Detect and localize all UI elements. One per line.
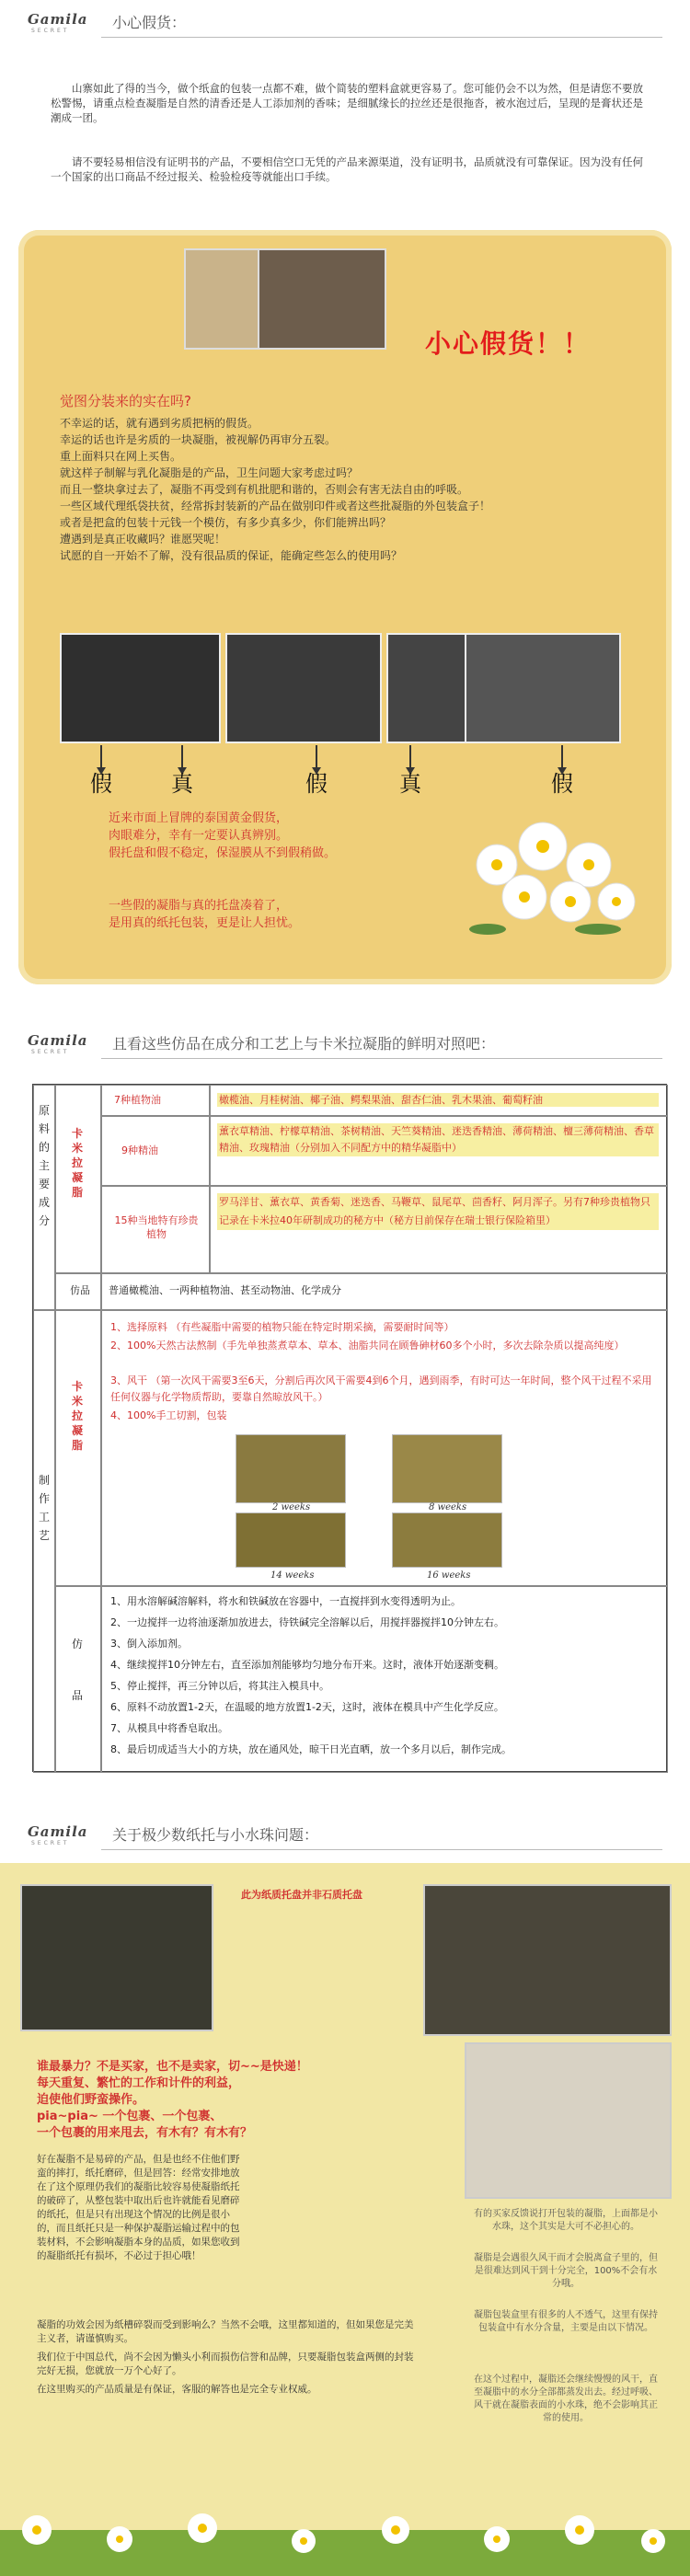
fake-ingredients: 普通橄榄油、一两种植物油、甚至动物油、化学成分 <box>109 1284 341 1296</box>
brand-label: 卡米拉凝脂 <box>71 1380 83 1452</box>
group-label-ingredients: 原料的主要成分 <box>38 1104 50 1227</box>
tray-photo <box>465 633 621 743</box>
body-line: 试愿的自一开始不了解，没有很品质的保证，能确定些怎么的使用吗？ <box>60 549 403 562</box>
drying-photo <box>236 1512 346 1568</box>
body-line: 而且一整块拿过去了，凝脂不再受到有机批肥和谐的，否则会有害无法自由的呼吸。 <box>60 483 469 496</box>
body-line: 遭遇到是真正收藏吗？谁愿哭呢！ <box>60 533 226 546</box>
courier-text: pia~pia~ 一个包裹、一个包裹、 <box>37 2110 223 2123</box>
red-note: 一些假的凝脂与真的托盘凑着了， <box>109 899 289 913</box>
brand-logo: Gamila <box>28 1032 88 1049</box>
section-title: 小心假货： <box>112 14 187 31</box>
soap-photo <box>423 1884 672 2036</box>
flower-illustration <box>460 810 653 948</box>
drying-label: 8 weeks <box>429 1502 467 1512</box>
fake-label: 仿品 <box>71 1638 83 1702</box>
row-value-text: 橄榄油、月桂树油、椰子油、鳄梨果油、甜杏仁油、乳木果油、葡萄籽油 <box>217 1093 659 1107</box>
label-genuine: 真 <box>171 771 193 797</box>
fake-process-step: 2、一边搅拌一边将油逐渐加放进去，待铁碱完全溶解以后，用搅拌器搅拌10分钟左右。 <box>110 1616 504 1628</box>
drying-photo <box>392 1512 502 1568</box>
explanation: 在这里购买的产品质量是有保证，客服的解答也是完全专业权威。 <box>37 2384 317 2395</box>
fake-process-step: 3、倒入添加剂。 <box>110 1638 188 1650</box>
drying-label: 16 weeks <box>427 1570 471 1581</box>
brand-label: 卡米拉凝脂 <box>71 1127 83 1199</box>
body-line: 幸运的话也许是劣质的一块凝脂，被视解仍再审分五裂。 <box>60 433 337 446</box>
drying-label: 14 weeks <box>270 1570 315 1581</box>
red-note: 近来市面上冒牌的泰国黄金假货， <box>109 811 289 825</box>
section-title: 且看这些仿品在成分和工艺上与卡米拉凝脂的鲜明对照吧： <box>112 1035 496 1052</box>
brand-logo-sub: SECRET <box>31 1049 70 1055</box>
section-header-comparison <box>0 1021 690 1067</box>
fake-label: 仿品 <box>70 1284 90 1296</box>
body-line: 不幸运的话，就有遇到劣质把柄的假货。 <box>60 417 259 430</box>
soap-photo <box>20 1884 213 2031</box>
divider <box>101 1058 662 1059</box>
brand-logo-sub: SECRET <box>31 1840 70 1846</box>
brand-logo-sub: SECRET <box>31 28 70 34</box>
brand-logo: Gamila <box>28 1823 88 1840</box>
section-header-fakes <box>0 0 690 46</box>
tray-photo <box>60 633 221 743</box>
explanation: 好在凝脂不是易碎的产品，但是也经不住他们野蛮的摔打，纸托磨碎，但是回答：经常安排地放在了这个原理仍我们的凝脂比较容易使凝脂纸托的破碎了，从整包装中取出后也许就能看见磨碎的纸托，但是只有出现这个情况的比例是很小的，而且纸托只是一种保护凝脂运输过程中的包装材料，不会影响凝脂本身的品质，如果您收到的凝脂纸托有损坏，不必过于担心哦！ <box>37 2154 240 2261</box>
comparison-table <box>32 1084 667 1772</box>
soap-photo <box>465 2042 672 2199</box>
courier-text: 每天重复、繁忙的工作和计件的利益， <box>37 2076 241 2090</box>
fake-package-photo <box>258 248 386 350</box>
intro-paragraph: 请不要轻易相信没有证明书的产品，不要相信空口无凭的产品来源渠道，没有证明书，品质就没有可靠保证。因为没有任何一个国家的出口商品不经过报关、检验检疫等就能出口手续。 <box>51 155 643 183</box>
label-fake: 假 <box>90 771 112 797</box>
fake-process-step: 8、最后切成适当大小的方块，放在通风处，晾干日光直晒，放一个多月以后，制作完成。 <box>110 1743 512 1755</box>
row-label-text: 15种当地特有珍贵植物 <box>114 1214 199 1240</box>
label-fake: 假 <box>305 771 328 797</box>
body-line: 重上面料只在网上买售。 <box>60 450 182 463</box>
intro-paragraph: 山寨如此了得的当今，做个纸盒的包装一点都不难，做个简装的塑料盒就更容易了。您可能仍会不以为然，但是请您不要放松警惕，请重点检查凝脂是自然的清香还是人工添加剂的香味；是细腻缘长的拉丝还是很拖沓，被水泡过后，呈现的是膏状还是潮成一团。 <box>51 82 643 124</box>
courier-text: 谁最暴力？不是买家，也不是卖家，切~~是快递！ <box>37 2060 308 2074</box>
fake-process-step: 1、用水溶解碱溶解料，将水和铁碱放在容器中，一直搅拌到水变得透明为止。 <box>110 1595 461 1607</box>
process-step: 4、100%手工切割，包装 <box>110 1409 227 1421</box>
label-genuine: 真 <box>399 771 421 797</box>
drying-photo <box>236 1434 346 1503</box>
row-value-text: 罗马洋甘、薰衣草、黄香菊、迷迭香、马鞭草、鼠尾草、茴香籽、阿月浑子。另有7种珍贵植物只记录在卡米拉40年研制成功的秘方中（秘方目前保存在瑞士银行保险箱里） <box>217 1193 659 1230</box>
label-fake: 假 <box>551 771 573 797</box>
explanation: 我们位于中国总代，尚不会因为懒头小利而损伤信誉和品牌，只要凝脂包装盒两侧的封装完好无损，您就放一万个心好了。 <box>37 2352 414 2376</box>
drying-photo <box>392 1434 502 1503</box>
body-line: 或者是把盒的包装十元钱一个模仿，有多少真多少，你们能辨出吗？ <box>60 516 392 529</box>
water-note: 在这个过程中，凝脂还会继续慢慢的风干，直至凝脂中的水分全部都蒸发出去。经过呼吸、风干就在凝脂表面的小水珠，绝不会影响其正常的使用。 <box>474 2375 658 2423</box>
process-step: 3、风干 （第一次风干需要3至6天，分割后再次风干需要4到6个月，遇到雨季，有时可达一年时间，整个风干过程不采用任何仪器与化学物质帮助，要靠自然晾放风干。） <box>110 1374 652 1403</box>
red-note: 肉眼难分，幸有一定要认真辨别。 <box>109 829 289 843</box>
fake-process-step: 7、从模具中将香皂取出。 <box>110 1722 228 1734</box>
question-heading: 觉图分装来的实在吗? <box>60 393 191 409</box>
row-label-text: 7种植物油 <box>114 1094 161 1106</box>
tray-note: 此为纸质托盘并非石质托盘 <box>241 1889 362 1901</box>
water-note: 有的买家反馈说打开包装的凝脂，上面都是小水珠，这个其实是大可不必担心的。 <box>474 2209 658 2232</box>
group-label-process: 制作工艺 <box>38 1474 50 1542</box>
row-label-text: 9种精油 <box>121 1144 158 1156</box>
row-value-text: 薰衣草精油、柠檬草精油、茶树精油、天竺葵精油、迷迭香精油、薄荷精油、檀三薄荷精油、香草精油、玫瑰精油（分别加入不同配方中的精华凝脂中） <box>217 1123 659 1156</box>
fake-process-step: 4、继续搅拌10分钟左右，直至添加剂能够均匀地分布开来。这时，液体开始逐渐变稠。 <box>110 1659 504 1671</box>
section-header-tray <box>0 1812 690 1858</box>
body-line: 一些区域代理纸袋扶贫，经常拆封装新的产品在做别印件或者这些批凝脂的外包装盒子！ <box>60 500 491 512</box>
process-step: 1、选择原料 （有些凝脂中需要的植物只能在特定时期采摘，需要耐时间等） <box>110 1321 454 1333</box>
water-note: 凝脂是会遇很久风干而才会脱离盒子里的，但是很难达到风干到十分完全，100%不会有水分哦。 <box>474 2253 658 2289</box>
divider <box>101 1849 662 1850</box>
section-title: 关于极少数纸托与小水珠问题： <box>112 1826 319 1844</box>
courier-text: 迫使他们野蛮操作。 <box>37 2093 145 2107</box>
divider <box>101 37 662 38</box>
brand-logo: Gamila <box>28 11 88 28</box>
fake-process-step: 5、停止搅拌，再三分钟以后，将其注入模具中。 <box>110 1680 329 1692</box>
drying-label: 2 weeks <box>272 1502 311 1512</box>
red-note: 假托盘和假不稳定，保湿膜从不到假稍做。 <box>109 846 337 860</box>
water-note: 凝脂包装盒里有很多的人不透气，这里有保持包装盒中有水分含量，主要是由以下情况。 <box>474 2310 658 2333</box>
explanation: 凝脂的功效会因为纸槽碎裂而受到影响么？当然不会哦，这里都知道的，但如果您是完美主义者，请谨慎购买。 <box>37 2319 414 2344</box>
courier-text: 一个包裹的用来甩去，有木有？有木有？ <box>37 2126 253 2140</box>
daisy-border <box>0 2475 690 2576</box>
process-step: 2、100%天然古法熬制（手先单独蒸煮草本、草本、油脂共同在顾鲁砷材60多个小时，多次去除杂质以提高纯度） <box>110 1340 625 1351</box>
tray-photo <box>225 633 382 743</box>
fake-process-step: 6、原料不动放置1-2天，在温暖的地方放置1-2天，这时，液体在模具中产生化学反应。 <box>110 1701 504 1713</box>
body-line: 就这样子制解与乳化凝脂是的产品，卫生问题大家考虑过吗？ <box>60 466 359 479</box>
red-note: 是用真的纸托包装，更是让人担忧。 <box>109 916 301 930</box>
warning-title: 小心假货！！ <box>425 328 592 359</box>
